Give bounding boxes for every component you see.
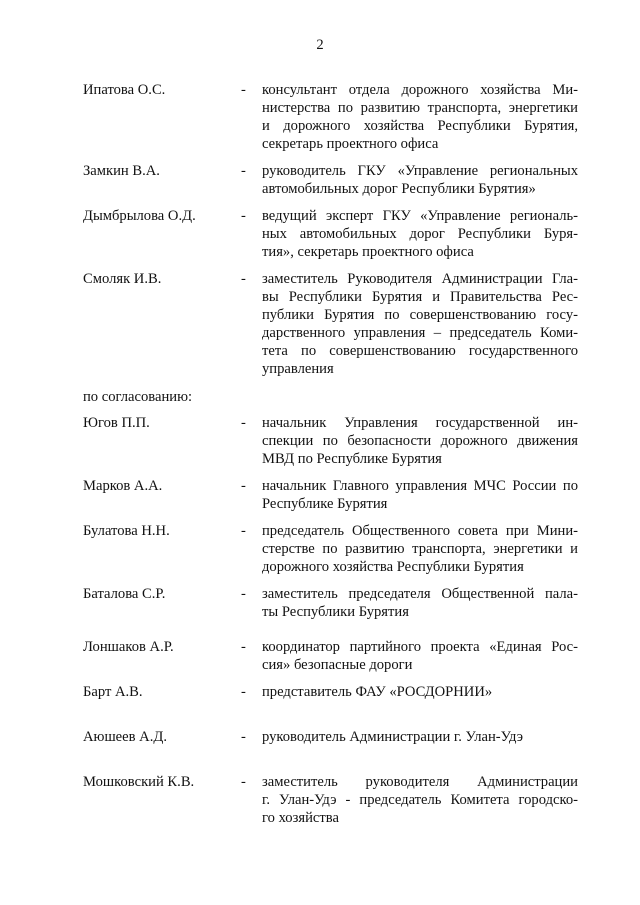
member-role bbox=[262, 270, 578, 378]
dash-separator: - bbox=[241, 729, 246, 745]
role-line: секретарь проектного офиса bbox=[262, 136, 439, 152]
role-line: дорожного хозяйства Республики Бурятия bbox=[262, 559, 524, 575]
role-line: руководитель Администрации г. Улан-Удэ bbox=[262, 729, 523, 745]
dash-separator: - bbox=[241, 586, 246, 602]
member-name: Югов П.П. bbox=[83, 415, 150, 431]
member-name: Баталова С.Р. bbox=[83, 586, 166, 602]
role-line: заместитель председателя Общественной пала- bbox=[262, 586, 578, 602]
role-line: спекции по безопасности дорожного движения bbox=[262, 433, 578, 449]
dash-separator: - bbox=[241, 478, 246, 494]
member-role bbox=[262, 81, 578, 153]
page-number: 2 bbox=[316, 37, 324, 53]
member-role bbox=[262, 477, 578, 513]
dash-separator: - bbox=[241, 639, 246, 655]
role-line: ты Республики Бурятия bbox=[262, 604, 409, 620]
dash-separator: - bbox=[241, 208, 246, 224]
role-line: стерстве по развитию транспорта, энергетики и bbox=[262, 541, 578, 557]
role-line: вы Республики Бурятия и Правительства Рес- bbox=[262, 289, 578, 305]
role-line: представитель ФАУ «РОСДОРНИИ» bbox=[262, 684, 493, 700]
dash-separator: - bbox=[241, 271, 246, 287]
role-line: ных автомобильных дорог Республики Буря- bbox=[262, 226, 578, 242]
role-line: го хозяйства bbox=[262, 810, 339, 826]
role-line: заместитель руководителя Администрации bbox=[262, 774, 578, 790]
member-role bbox=[262, 162, 578, 198]
role-line: управления bbox=[262, 361, 334, 377]
role-line: и дорожного хозяйства Республики Бурятия, bbox=[262, 118, 578, 134]
member-name: Ипатова О.С. bbox=[83, 82, 166, 98]
dash-separator: - bbox=[241, 163, 246, 179]
dash-separator: - bbox=[241, 684, 246, 700]
dash-separator: - bbox=[241, 415, 246, 431]
role-line: г. Улан-Удэ - председатель Комитета городско- bbox=[262, 792, 578, 808]
role-line: начальник Главного управления МЧС России по bbox=[262, 478, 578, 494]
member-role bbox=[262, 207, 578, 261]
member-role bbox=[262, 773, 578, 827]
member-name: Лоншаков А.Р. bbox=[83, 639, 174, 655]
role-line: начальник Управления государственной ин- bbox=[262, 415, 578, 431]
member-name: Барт А.В. bbox=[83, 684, 143, 700]
role-line: тета по совершенствованию государственного bbox=[262, 343, 578, 359]
role-line: координатор партийного проекта «Единая Рос- bbox=[262, 639, 578, 655]
section-label: по согласованию: bbox=[83, 389, 193, 405]
role-line: Республике Бурятия bbox=[262, 496, 388, 512]
role-line: тия», секретарь проектного офиса bbox=[262, 244, 474, 260]
role-line: ведущий эксперт ГКУ «Управление региональ- bbox=[262, 208, 578, 224]
member-role bbox=[262, 585, 578, 621]
member-role bbox=[262, 728, 578, 746]
role-line: заместитель Руководителя Администрации Гла- bbox=[262, 271, 578, 287]
role-line: руководитель ГКУ «Управление региональных bbox=[262, 163, 578, 179]
member-name: Булатова Н.Н. bbox=[83, 523, 170, 539]
member-role bbox=[262, 522, 578, 576]
member-name: Мошковский К.В. bbox=[83, 774, 195, 790]
role-line: дарственного управления – председатель Коми- bbox=[262, 325, 578, 341]
role-line: нистерства по развитию транспорта, энергетики bbox=[262, 100, 578, 116]
dash-separator: - bbox=[241, 82, 246, 98]
member-name: Дымбрылова О.Д. bbox=[83, 208, 196, 224]
member-role bbox=[262, 414, 578, 468]
role-line: консультант отдела дорожного хозяйства Ми- bbox=[262, 82, 578, 98]
member-role bbox=[262, 638, 578, 674]
member-name: Замкин В.А. bbox=[83, 163, 160, 179]
role-line: сия» безопасные дороги bbox=[262, 657, 413, 673]
dash-separator: - bbox=[241, 523, 246, 539]
role-line: МВД по Республике Бурятия bbox=[262, 451, 442, 467]
member-name: Аюшеев А.Д. bbox=[83, 729, 167, 745]
member-role bbox=[262, 683, 578, 701]
role-line: публики Бурятия по совершенствованию госу- bbox=[262, 307, 578, 323]
member-name: Смоляк И.В. bbox=[83, 271, 162, 287]
role-line: председатель Общественного совета при Мини- bbox=[262, 523, 578, 539]
member-name: Марков А.А. bbox=[83, 478, 163, 494]
role-line: автомобильных дорог Республики Бурятия» bbox=[262, 181, 536, 197]
dash-separator: - bbox=[241, 774, 246, 790]
